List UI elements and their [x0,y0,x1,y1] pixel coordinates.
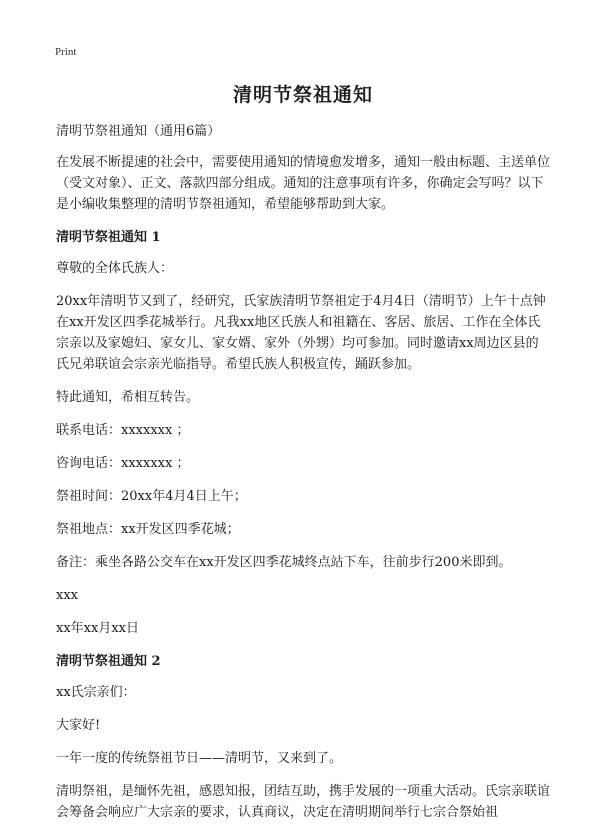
intro-paragraph: 在发展不断提速的社会中，需要使用通知的情境愈发增多，通知一般由标题、主送单位（受文对象）、正文、落款四部分组成。通知的注意事项有许多，你确定会写吗？以下是小编收集整理的清明节祭祖通知，希望能够帮助到大家。 [56,155,551,212]
festival-line: 一年一度的传统祭祖节日——清明节，又来到了。 [56,751,343,766]
signature-date: xx年xx月xx日 [56,621,139,636]
document-body [56,80,550,835]
remark-note: 备注：乘坐各路公交车在xx开发区四季花城终点站下车，往前步行200米即到。 [56,555,512,570]
signature: xxx [56,588,78,603]
ceremony-place: 祭祖地点：xx开发区四季花城； [56,522,240,537]
print-link[interactable]: Print [55,46,77,58]
consult-phone: 咨询电话：xxxxxxx ； [56,456,190,471]
body-paragraph-1: 20xx年清明节又到了，经研究，氏家族清明节祭祖定于4月4日（清明节）上午十点钟在xx开发区四季花城举行。凡我xx地区氏族人和祖籍在、客居、旅居、工作在全体氏宗亲以及家媳妇、家女儿、家女婿、家外（外甥）均可参加。同时邀请xx周边区县的氏兄弟联谊会宗亲光临指导。希望氏族人积极宣传，踊跃参加。 [56,294,546,372]
ceremony-time: 祭祖时间：20xx年4月4日上午； [56,489,247,504]
section-heading-1: 清明节祭祖通知 1 [56,230,161,245]
body-paragraph-2: 清明祭祖，是缅怀先祖，感恩知报，团结互助，携手发展的一项重大活动。氏宗亲联谊会筹备会响应广大宗亲的要求，认真商议，决定在清明期间举行七宗合祭始祖 [56,784,551,820]
hello-line: 大家好! [56,718,101,733]
greeting-1: 尊敬的全体氏族人： [56,261,174,276]
contact-phone: 联系电话：xxxxxxx ； [56,423,190,438]
page-title: 清明节祭祖通知 [232,84,373,106]
greeting-2: xx氏宗亲们： [56,685,136,700]
section-heading-2: 清明节祭祖通知 2 [56,654,161,669]
document-subtitle: 清明节祭祖通知（通用6篇） [56,124,221,139]
notice-line: 特此通知，希相互转告。 [56,390,200,405]
